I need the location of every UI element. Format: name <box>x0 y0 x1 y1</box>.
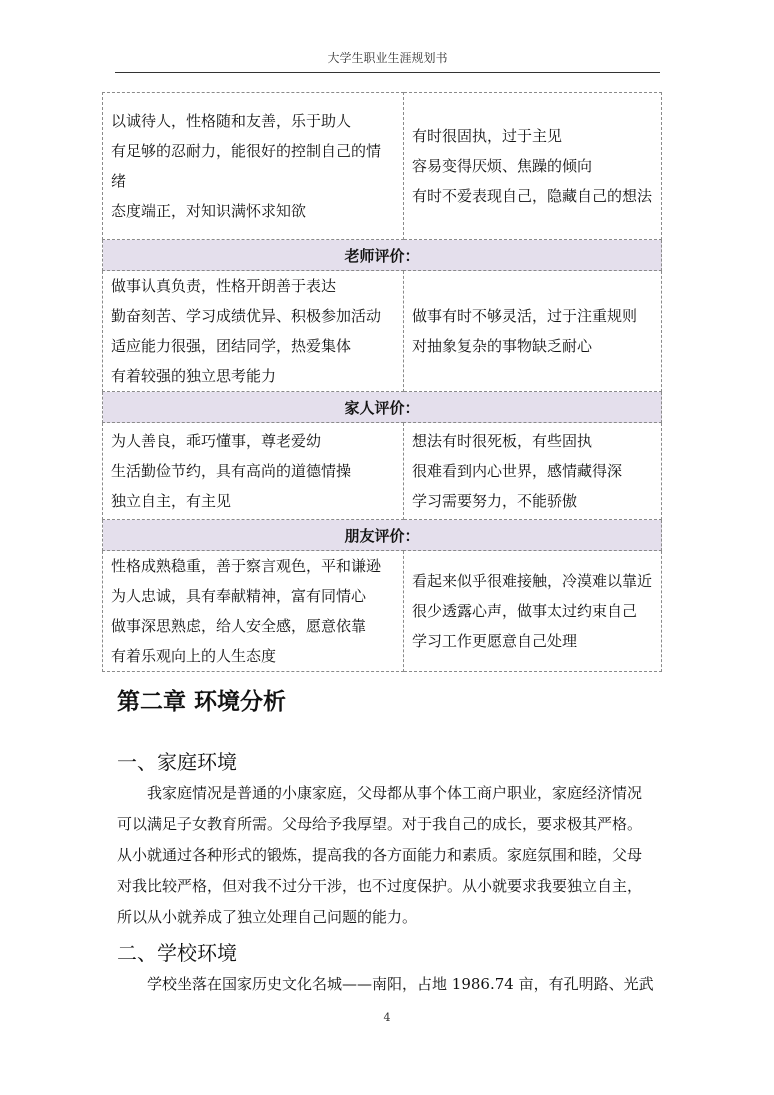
page-header: 大学生职业生涯规划书 <box>327 51 448 65</box>
cell-line: 学习工作更愿意自己处理 <box>412 632 578 650</box>
cell-line: 为人忠诚，具有奉献精神，富有同情心 <box>111 587 367 605</box>
section-title: 朋友评价： <box>103 520 662 551</box>
cell-line: 勤奋刻苦、学习成绩优异、积极参加活动 <box>111 307 382 325</box>
table-row <box>103 271 662 392</box>
cell-line: 想法有时很死板，有些固执 <box>412 432 593 450</box>
cell-line: 适应能力很强，团结同学，热爱集体 <box>111 337 352 355</box>
cell-line: 态度端正，对知识满怀求知欲 <box>111 202 307 220</box>
strengths-cell <box>103 271 404 392</box>
section-heading-family: 一、家庭环境 <box>117 750 237 774</box>
cell-line: 绪 <box>111 172 127 190</box>
cell-line: 为人善良，乖巧懂事，尊老爱幼 <box>111 432 322 450</box>
evaluation-table <box>102 92 662 672</box>
cell-line: 生活勤俭节约，具有高尚的道德情操 <box>111 462 352 480</box>
weaknesses-cell <box>404 551 662 672</box>
table-row <box>103 423 662 520</box>
paragraph-line: 对我比较严格，但对我不过分干涉，也不过度保护。从小就要求我要独立自主， <box>117 877 643 895</box>
section-header-row <box>103 240 662 271</box>
cell-line: 对抽象复杂的事物缺乏耐心 <box>412 337 593 355</box>
cell-line: 性格成熟稳重，善于察言观色，平和谦逊 <box>111 557 382 575</box>
table-row <box>103 551 662 672</box>
cell-line: 很难看到内心世界，感情藏得深 <box>412 462 623 480</box>
school-paragraph <box>117 969 662 1000</box>
cell-line: 以诚待人，性格随和友善，乐于助人 <box>111 112 352 130</box>
section-title: 老师评价： <box>103 240 662 271</box>
cell-line: 容易变得厌烦、焦躁的倾向 <box>412 157 593 175</box>
weaknesses-cell <box>404 271 662 392</box>
page-number: 4 <box>383 1011 391 1024</box>
cell-line: 做事深思熟虑，给人安全感，愿意依靠 <box>111 617 367 635</box>
weaknesses-cell <box>404 93 662 240</box>
cell-line: 学习需要努力，不能骄傲 <box>412 492 578 510</box>
section-header-row <box>103 520 662 551</box>
paragraph-line: 可以满足子女教育所需。父母给予我厚望。对于我自己的成长，要求极其严格。 <box>117 815 643 833</box>
cell-line: 看起来似乎很难接触，冷漠难以靠近 <box>412 572 653 590</box>
cell-line: 独立自主，有主见 <box>111 492 232 510</box>
strengths-cell <box>103 93 404 240</box>
strengths-cell <box>103 423 404 520</box>
cell-line: 很少透露心声，做事太过约束自己 <box>412 602 638 620</box>
paragraph-line: 我家庭情况是普通的小康家庭，父母都从事个体工商户职业，家庭经济情况 <box>147 784 643 802</box>
paragraph-line: 从小就通过各种形式的锻炼，提高我的各方面能力和素质。家庭氛围和睦，父母 <box>117 846 643 864</box>
section-title: 家人评价： <box>103 392 662 423</box>
cell-line: 有时不爱表现自己，隐藏自己的想法 <box>412 187 653 205</box>
cell-line: 有着乐观向上的人生态度 <box>111 647 277 665</box>
table-row <box>103 93 662 240</box>
cell-line: 有时很固执，过于主见 <box>412 127 563 145</box>
strengths-cell <box>103 551 404 672</box>
cell-line: 有着较强的独立思考能力 <box>111 367 277 385</box>
cell-line: 做事认真负责，性格开朗善于表达 <box>111 277 337 295</box>
chapter-title: 第二章 环境分析 <box>117 689 287 715</box>
family-paragraph <box>117 778 662 933</box>
section-header-row <box>103 392 662 423</box>
section-heading-school: 二、学校环境 <box>117 941 237 965</box>
paragraph-line: 所以从小就养成了独立处理自己问题的能力。 <box>117 908 418 926</box>
header-rule <box>115 72 660 73</box>
weaknesses-cell <box>404 423 662 520</box>
paragraph-line: 学校坐落在国家历史文化名城——南阳，占地 1986.74 亩，有孔明路、光武 <box>147 975 654 993</box>
cell-line: 做事有时不够灵活，过于注重规则 <box>412 307 638 325</box>
cell-line: 有足够的忍耐力，能很好的控制自己的情 <box>111 142 382 160</box>
